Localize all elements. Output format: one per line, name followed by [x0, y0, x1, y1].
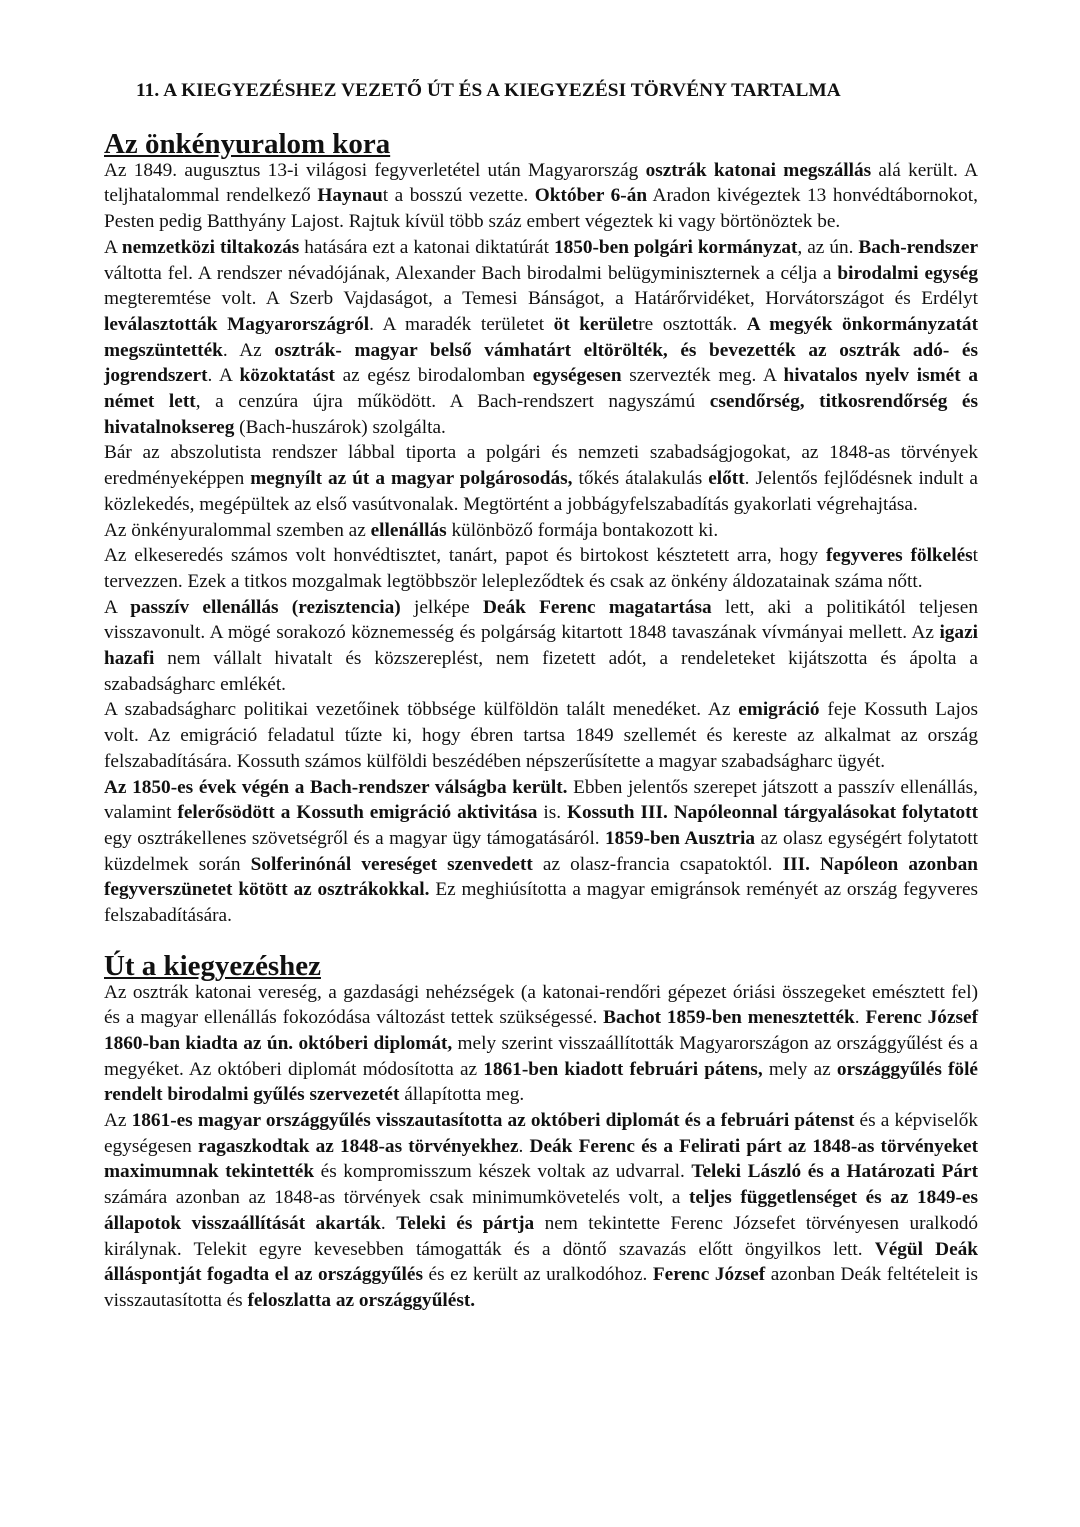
bold-text-run: 1859-ben Ausztria — [605, 827, 756, 849]
bold-text-run: Október 6-án — [534, 185, 648, 207]
text-run: állapította meg. — [399, 1084, 525, 1106]
text-run: megteremtése volt. A Szerb Vajdaságot, a Temesi Bánságot, a Határőrvidéket, Horvátországot és Erdélyt — [104, 288, 978, 310]
paragraph — [104, 775, 978, 929]
text-run: re osztották. — [638, 313, 747, 335]
text-run: számára azonban az 1848-as törvények csak minimumkövetelés volt, a — [104, 1187, 689, 1209]
paragraph — [104, 235, 978, 441]
text-run: nem vállalt hivatalt és közszereplést, nem fizetett adót, a rendeleteket kijátszotta és ápolta a szabadságharc emlékét. — [104, 648, 978, 695]
text-run: t tervezzen. Ezek a titkos mozgalmak legtöbbször lelepleződtek és csak az önkény áldozatainak száma nőtt. — [104, 545, 978, 592]
bold-text-run: birodalmi egység — [837, 262, 979, 284]
text-run: A — [104, 596, 131, 618]
text-run: Az — [104, 1110, 132, 1132]
bold-text-run: 1861-es magyar országgyűlés visszautasította az októberi diplomát és a februári pátenst — [131, 1110, 855, 1132]
bold-text-run: leválasztották Magyarországról — [104, 313, 370, 335]
bold-text-run: Az 1850-es évek végén a Bach-rendszer válságba került. — [104, 776, 568, 798]
text-run: . — [518, 1135, 530, 1157]
text-run: . A maradék területet — [369, 313, 554, 335]
text-run: . A — [207, 365, 240, 387]
paragraph — [104, 518, 978, 544]
bold-text-run: osztrák katonai megszállás — [645, 159, 872, 181]
paragraph — [104, 1108, 978, 1314]
text-run: A — [104, 236, 122, 258]
text-run: . Az — [222, 339, 275, 361]
bold-text-run: Teleki László és a Határozati Párt — [691, 1161, 978, 1183]
section-body — [104, 980, 978, 1314]
bold-text-run: ragaszkodtak az 1848-as törvényekhez — [197, 1135, 519, 1157]
text-run: Az 1849. augusztus 13-i világosi fegyverletétel után Magyarország — [104, 159, 646, 181]
bold-text-run: Végül Deák álláspontját fogadta el az országgyűlés — [104, 1238, 978, 1286]
text-run: az egész birodalomban — [334, 365, 533, 387]
text-run: azonban Deák feltételeit is visszautasította és — [104, 1264, 979, 1311]
bold-text-run: Kossuth III. Napóleonnal tárgyalásokat folytatott — [567, 802, 978, 824]
text-run: , a cenzúra újra működött. A Bach-rendszert nagyszámú — [195, 391, 710, 413]
text-run: , az ún. — [797, 236, 859, 258]
text-run: A szabadságharc politikai vezetőinek többsége külföldön talált menedéket. Az — [104, 699, 739, 721]
bold-text-run: Deák Ferenc magatartása — [482, 596, 712, 618]
bold-text-run: Haynau — [317, 185, 383, 207]
text-run: tőkés átalakulás — [572, 468, 709, 490]
paragraph — [104, 543, 978, 594]
text-run: (Bach-huszárok) szolgálta. — [234, 416, 446, 438]
paragraph — [104, 980, 978, 1109]
bold-text-run: A megyék önkormányzatát megszüntették — [104, 313, 978, 361]
bold-text-run: hivatalos nyelv ismét a német lett — [104, 365, 978, 413]
bold-text-run: ellenállás — [370, 519, 447, 541]
bold-text-run: Ferenc József — [652, 1264, 766, 1286]
section-heading: Az önkényuralom kora — [104, 128, 391, 160]
bold-text-run: öt kerület — [553, 313, 639, 335]
bold-text-run: Teleki és pártja — [396, 1212, 535, 1234]
bold-text-run: Bach-rendszer — [858, 236, 979, 258]
text-run: . — [854, 1007, 866, 1029]
bold-text-run: feloszlatta az országgyűlést. — [247, 1289, 476, 1311]
bold-text-run: felerősödött a Kossuth emigráció aktivitása — [177, 802, 538, 824]
bold-text-run: fegyveres fölkelés — [825, 545, 973, 567]
paragraph — [104, 440, 978, 517]
bold-text-run: igazi hazafi — [104, 622, 978, 670]
document-page — [104, 78, 978, 1314]
text-run: feje Kossuth Lajos volt. Az emigráció feladatul tűzte ki, hogy ébren tartsa 1849 szellemét és kereste az alkalmat az ország felszabadítására. Kossuth számos külföldi beszédében népszerűsítette a magyar szabadságharc ügyét. — [104, 699, 978, 772]
text-run: az olasz-francia csapatoktól. — [532, 853, 783, 875]
text-run: és kompromisszum készek voltak az udvarral. — [314, 1161, 692, 1183]
text-run: lett, aki a politikától teljesen visszavonult. A mögé sorakozó köznemesség és polgárság kitartott 1848 tavaszának vívmányai mellett. Az — [104, 596, 978, 644]
bold-text-run: nemzetközi tiltakozás — [121, 236, 300, 258]
bold-text-run: egységesen — [532, 365, 622, 387]
bold-text-run: passzív ellenállás (rezisztencia) — [130, 596, 401, 618]
text-run: nem tekintette Ferenc Józsefet törvényesen uralkodó királynak. Telekit egyre kevesebben támogatták és a döntő szavazás előtt öngyilkos lett. — [104, 1212, 979, 1260]
text-run: jelképe — [400, 596, 483, 618]
text-run: Ebben jelentős szerepet játszott a passzív ellenállás, valamint — [104, 776, 978, 824]
text-run: hatására ezt a katonai diktatúrát — [299, 236, 554, 258]
text-run: Az önkényuralommal szemben az — [104, 519, 371, 541]
bold-text-run: osztrák- magyar belső vámhatárt eltörölték, és bevezették az osztrák adó- és jogrendszert — [104, 339, 978, 387]
text-run: és a képviselők egységesen — [104, 1110, 978, 1157]
paragraph — [104, 595, 978, 698]
bold-text-run: III. Napóleon azonban fegyverszünetet kötött az osztrákokkal. — [104, 853, 978, 901]
section-ut-a-kiegyezeshez — [104, 949, 979, 1314]
text-run: Az osztrák katonai vereség, a gazdasági nehézségek (a katonai-rendőri gépezet óriási összegeket emésztett fel) és a magyar ellenállás fokozódása változást tettek szükségessé. — [104, 981, 978, 1029]
bold-text-run: Deák Ferenc és a Felirati párt az 1848-as törvényeket maximumnak tekintették — [104, 1135, 978, 1183]
bold-text-run: teljes függetlenséget és az 1849-es állapotok visszaállítását akarták — [104, 1187, 978, 1234]
text-run: egy osztrákellenes szövetségről és a magyar ügy támogatásáról. — [104, 827, 606, 849]
text-run: Ez meghiúsította a magyar emigránsok reményét az ország fegyveres felszabadítására. — [104, 879, 979, 927]
section-body — [104, 158, 978, 929]
bold-text-run: előtt — [708, 468, 745, 490]
text-run: Bár az abszolutista rendszer lábbal tiporta a polgári és nemzeti szabadságjogokat, az 1848-as törvények eredményeképpen — [104, 442, 978, 490]
text-run: t a bosszú vezette. — [382, 185, 535, 207]
bold-text-run: 1850-ben polgári kormányzat — [553, 236, 798, 258]
text-run: . — [380, 1212, 397, 1234]
text-run: Az elkeseredés számos volt honvédtisztet, tanárt, papot és birtokost késztetett arra, hogy — [104, 545, 826, 567]
bold-text-run: országgyűlés fölé rendelt birodalmi gyűlés szervezetét — [104, 1058, 978, 1106]
text-run: alá került. A teljhatalommal rendelkező — [104, 159, 978, 207]
bold-text-run: Ferenc József 1860-ban kiadta az ún. októberi diplomát, — [104, 1007, 978, 1054]
text-run: is. — [537, 802, 567, 824]
text-run: mely az — [762, 1058, 837, 1080]
text-run: szervezték meg. A — [621, 365, 784, 387]
text-run: különböző formája bontakozott ki. — [446, 519, 719, 541]
text-run: Aradon kivégeztek 13 honvédtábornokot, Pesten pedig Batthyány Lajost. Rajtuk kívül több száz embert végeztek ki vagy börtönöztek be. — [104, 185, 978, 233]
paragraph — [104, 158, 978, 235]
bold-text-run: közoktatást — [239, 365, 335, 387]
bold-text-run: 1861-ben kiadott februári pátens, — [483, 1058, 763, 1080]
bold-text-run: Bachot 1859-ben menesztették — [603, 1007, 855, 1029]
bold-text-run: emigráció — [738, 699, 820, 721]
text-run: váltotta fel. A rendszer névadójának, Alexander Bach birodalmi belügyminiszternek a célja a — [104, 262, 838, 284]
text-run: az olasz egységért folytatott küzdelmek során — [104, 827, 978, 875]
document-title: 11. A KIEGYEZÉSHEZ VEZETŐ ÚT ÉS A KIEGYEZÉSI TÖRVÉNY TARTALMA — [136, 80, 841, 101]
section-heading: Út a kiegyezéshez — [104, 949, 321, 982]
text-run: mely szerint visszaállították Magyarországon az országgyűlést és a megyéket. Az októberi diplomát módosította az — [104, 1032, 978, 1080]
bold-text-run: Solferinónál vereséget szenvedett — [250, 853, 533, 875]
bold-text-run: megnyílt az út a magyar polgárosodás, — [250, 468, 573, 490]
text-run: . Jelentős fejlődésnek indult a közlekedés, megépültek az első vasútvonalak. Megtörtént a jobbágyfelszabadítás gyakorlati végrehajtása. — [104, 468, 978, 515]
paragraph — [104, 697, 978, 774]
text-run: és ez került az uralkodóhoz. — [422, 1264, 653, 1286]
bold-text-run: csendőrség, titkosrendőrség és hivatalnoksereg — [104, 391, 978, 438]
section-onkenyuralom — [104, 128, 979, 929]
